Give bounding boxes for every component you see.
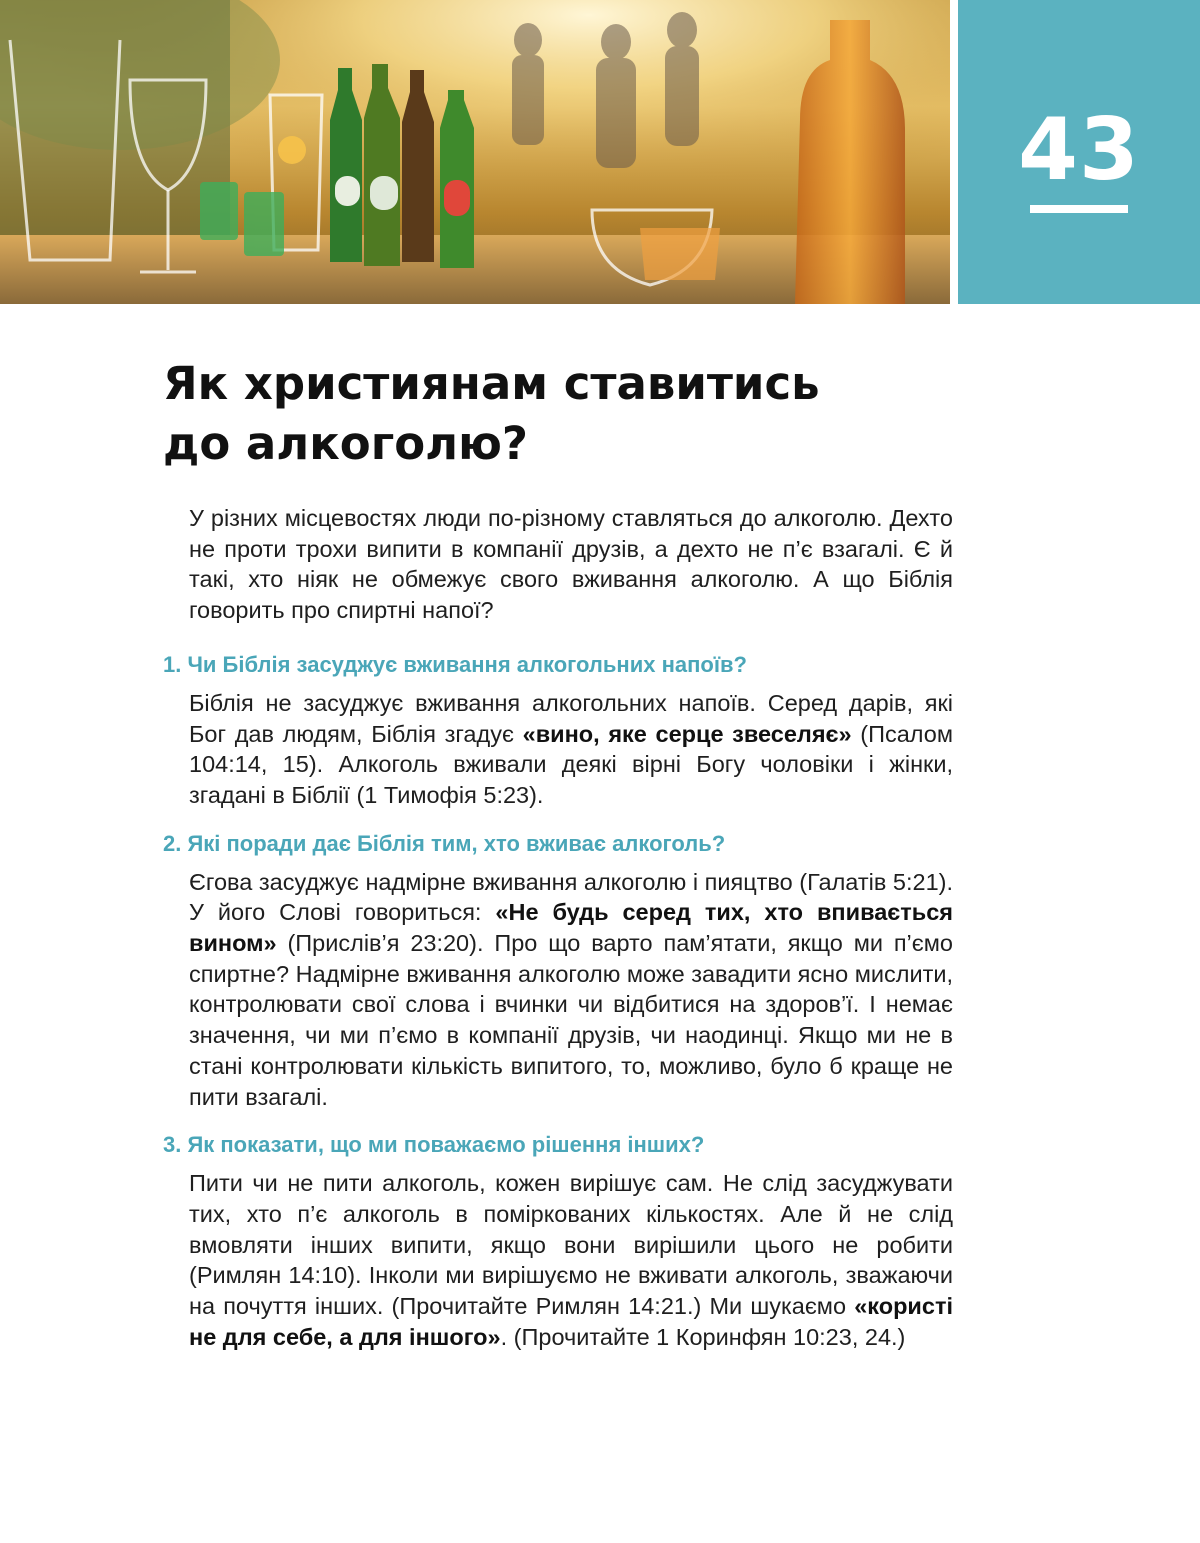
lesson-number: 43 [1018,100,1140,200]
answer-1 [189,688,953,811]
question-1: 1. Чи Біблія засуджує вживання алкогольних напоїв? [163,651,747,677]
answer-2-text-b: (Прислів’я 23:20). Про що варто пам’ятати, якщо ми п’ємо спиртне? Надмірне вживання алкоголю може завадити ясно мислити, контролювати свої слова і вчинки чи відбитися на здоров’ї. І немає значення, чи ми п’ємо в компанії друзів, чи наодинці. Якщо ми не в стані контролювати кількість випитого, то, можливо, було б краще не пити взагалі. [189,930,953,1110]
answer-2-quote: «Не будь серед тих, хто впивається вином» [189,899,953,957]
lesson-number-underline [1030,205,1128,213]
question-3: 3. Як показати, що ми поважаємо рішення інших? [163,1132,705,1158]
question-2: 2. Які поради дає Біблія тим, хто вживає алкоголь? [163,830,726,856]
answer-1-text-b: (Псалом 104:14, 15). Алкоголь вживали деякі вірні Богу чоловіки і жінки, згадані в Біблії (1 Тимофія 5:23). [189,720,953,808]
page-title [163,354,1063,474]
title-line-2: до алкоголю? [163,417,528,470]
answer-2 [189,867,953,1113]
answer-3-text-a: Пити чи не пити алкоголь, кожен вирішує сам. Не слід засуджувати тих, хто п’є алкоголь в поміркованих кількостях. Але й не слід вмовляти інших випити, якщо вони вирішили цього не робити (Римлян 14:10). Інколи ми вирішуємо не вживати алкоголь, зважаючи на почуття інших. (Прочитайте Римлян 14:21.) Ми шукаємо [189,1170,953,1320]
party-drinks-illustration [0,0,950,304]
title-line-1: Як християнам ставитись [163,357,820,410]
answer-1-quote: «вино, яке серце звеселяє» [522,720,852,747]
answer-3 [189,1168,953,1352]
answer-3-quote: «користі не для себе, а для іншого» [189,1293,953,1350]
answer-1-text-a: Біблія не засуджує вживання алкогольних напоїв. Серед дарів, які Бог дав людям, Біблія згадує [189,689,953,747]
hero-photo [0,0,950,304]
answer-3-text-b: . (Прочитайте 1 Коринфян 10:23, 24.) [500,1323,906,1350]
answer-2-text-a: Єгова засуджує надмірне вживання алкоголю і пияцтво (Галатів 5:21). У його Слові говориться: [189,868,953,926]
lesson-content [163,503,953,1352]
intro-paragraph: У різних місцевостях люди по-різному ставляться до алкоголю. Дехто не проти трохи випити в компанії друзів, а дехто не п’є взагалі. Є й такі, хто ніяк не обмежує свого вживання алкоголю. А що Біблія говорить про спиртні напої? [189,505,953,624]
lesson-number-tab [958,0,1200,304]
